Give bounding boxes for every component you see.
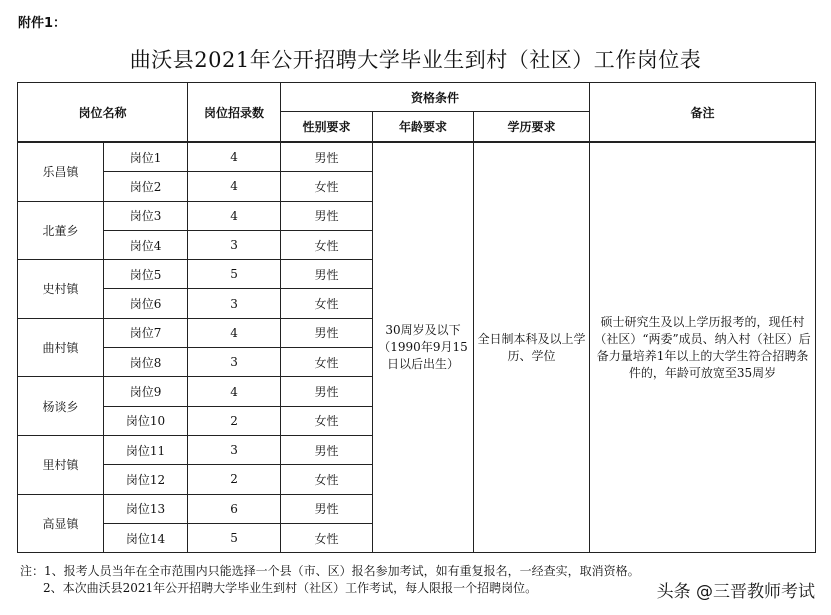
education-requirement: 全日制本科及以上学历、学位	[474, 142, 590, 553]
recruit-count: 3	[188, 348, 281, 377]
recruit-count: 2	[188, 465, 281, 494]
post-name: 岗位14	[104, 523, 188, 552]
header-remarks: 备注	[590, 83, 816, 143]
recruit-count: 5	[188, 523, 281, 552]
remarks: 硕士研究生及以上学历报考的，现任村（社区）“两委”成员、纳入村（社区）后备力量培养1年以上的大学生符合招聘条件的，年龄可放宽至35周岁	[590, 142, 816, 553]
page-title: 曲沃县2021年公开招聘大学毕业生到村（社区）工作岗位表	[129, 48, 702, 72]
gender-requirement: 女性	[281, 172, 373, 201]
recruit-count: 3	[188, 435, 281, 464]
header-post-name: 岗位名称	[18, 83, 188, 143]
header-qualification: 资格条件	[281, 83, 590, 112]
recruit-count: 4	[188, 377, 281, 406]
gender-requirement: 女性	[281, 465, 373, 494]
town-name: 杨谈乡	[18, 377, 104, 436]
recruit-count: 2	[188, 406, 281, 435]
gender-requirement: 女性	[281, 230, 373, 259]
gender-requirement: 男性	[281, 260, 373, 289]
positions-table	[17, 82, 816, 553]
post-name: 岗位13	[104, 494, 188, 523]
post-name: 岗位10	[104, 406, 188, 435]
footnote-1: 注：1、报考人员当年在全市范围内只能选择一个县（市、区）报名参加考试，如有重复报名，一经查实，取消资格。	[20, 564, 640, 578]
recruit-count: 4	[188, 201, 281, 230]
gender-requirement: 男性	[281, 435, 373, 464]
gender-requirement: 男性	[281, 494, 373, 523]
table-row	[18, 142, 816, 172]
post-name: 岗位8	[104, 348, 188, 377]
recruit-count: 6	[188, 494, 281, 523]
town-name: 乐昌镇	[18, 142, 104, 201]
town-name: 曲村镇	[18, 318, 104, 377]
gender-requirement: 女性	[281, 523, 373, 552]
town-name: 高显镇	[18, 494, 104, 553]
recruit-count: 3	[188, 289, 281, 318]
header-recruit-count: 岗位招录数	[188, 83, 281, 143]
footnote-2: 2、本次曲沃县2021年公开招聘大学毕业生到村（社区）工作考试，每人限报一个招聘岗位。	[43, 581, 538, 595]
header-gender: 性别要求	[281, 112, 373, 143]
attachment-label: 附件1：	[18, 16, 67, 31]
header-age: 年龄要求	[373, 112, 474, 143]
footnotes	[20, 563, 640, 597]
town-name: 北董乡	[18, 201, 104, 260]
recruit-count: 5	[188, 260, 281, 289]
post-name: 岗位7	[104, 318, 188, 347]
post-name: 岗位2	[104, 172, 188, 201]
town-name: 里村镇	[18, 435, 104, 494]
recruit-count: 3	[188, 230, 281, 259]
town-name: 史村镇	[18, 260, 104, 319]
post-name: 岗位1	[104, 142, 188, 172]
gender-requirement: 男性	[281, 377, 373, 406]
watermark: 头条 @三晋教师考试	[656, 582, 815, 602]
recruit-count: 4	[188, 172, 281, 201]
post-name: 岗位9	[104, 377, 188, 406]
gender-requirement: 女性	[281, 406, 373, 435]
post-name: 岗位11	[104, 435, 188, 464]
recruit-count: 4	[188, 318, 281, 347]
gender-requirement: 女性	[281, 348, 373, 377]
post-name: 岗位12	[104, 465, 188, 494]
gender-requirement: 男性	[281, 142, 373, 172]
recruit-count: 4	[188, 142, 281, 172]
gender-requirement: 男性	[281, 318, 373, 347]
gender-requirement: 女性	[281, 289, 373, 318]
post-name: 岗位3	[104, 201, 188, 230]
post-name: 岗位5	[104, 260, 188, 289]
gender-requirement: 男性	[281, 201, 373, 230]
post-name: 岗位6	[104, 289, 188, 318]
post-name: 岗位4	[104, 230, 188, 259]
header-education: 学历要求	[474, 112, 590, 143]
age-requirement: 30周岁及以下（1990年9月15日以后出生）	[373, 142, 474, 553]
